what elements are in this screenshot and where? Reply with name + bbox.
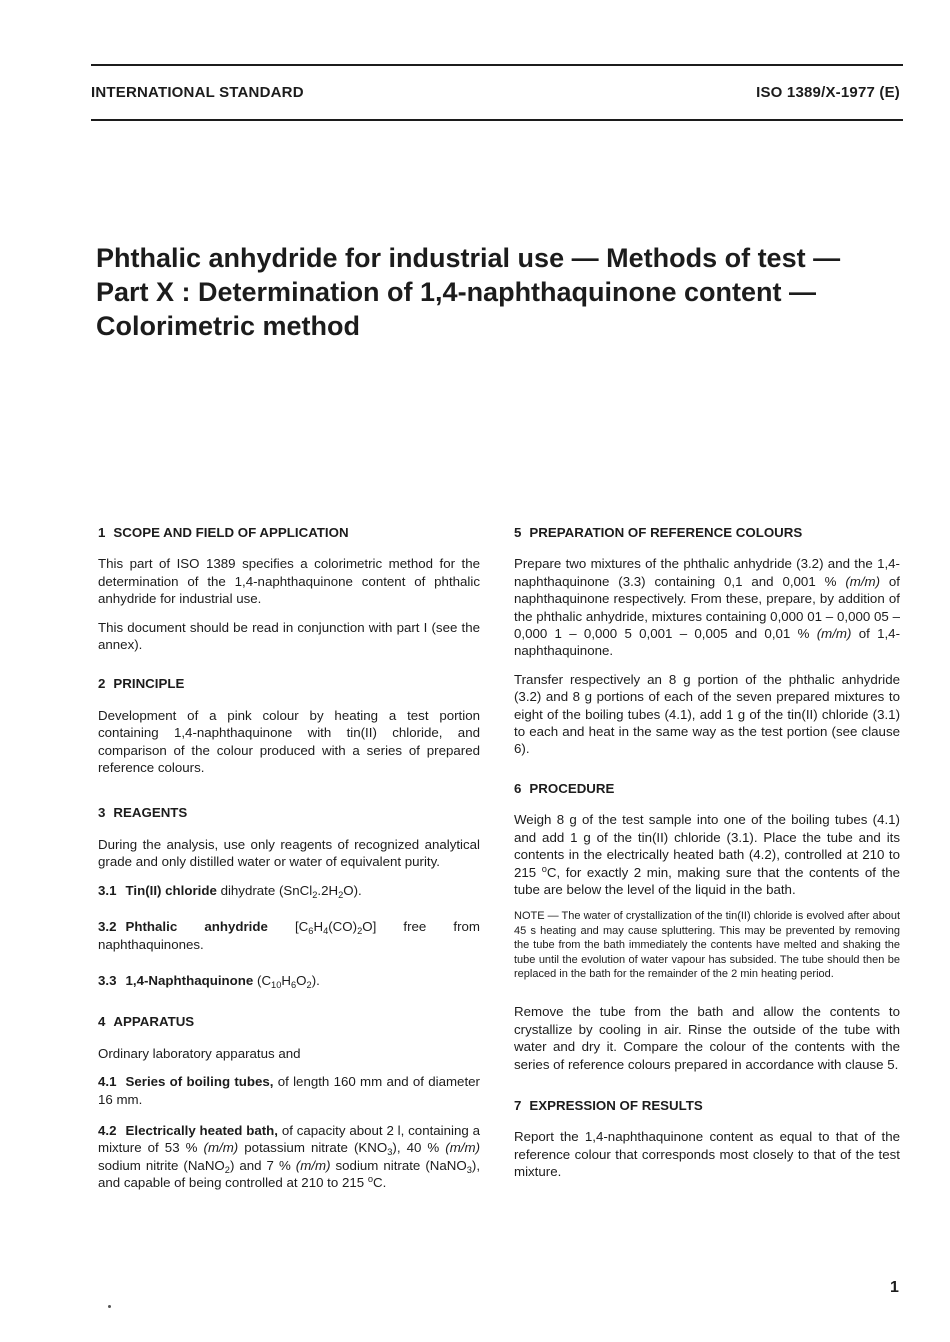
section-5-paragraph-2: Transfer respectively an 8 g portion of the phthalic anhydride (3.2) and 8 g portions of each of the seven prepared mixtures to eight of the boiling tubes (4.1), add 1 g of the tin(II) chloride (3.1) to each and heat in the same way as the test portion (see clause 6). [514,671,900,757]
page-number: 1 [890,1279,899,1296]
apparatus-4-1: 4.1 Series of boiling tubes, of length 160 mm and of diameter 16 mm. [98,1074,480,1107]
section-4-paragraph-1: Ordinary laboratory apparatus and [98,1045,301,1061]
section-1-heading: 1 SCOPE AND FIELD OF APPLICATION [98,525,349,540]
title-line-2: Part X : Determination of 1,4-naphthaquinone content — [96,277,817,307]
document-title [96,241,896,343]
reagent-3-3: 3.3 1,4-Naphthaquinone $(C_{10}H_6O_2)$. [98,972,320,990]
top-rule [91,64,903,66]
header-rule [91,119,903,121]
section-5-heading: 5 PREPARATION OF REFERENCE COLOURS [514,525,803,540]
section-6-heading: 6 PROCEDURE [514,780,615,796]
section-2-heading: 2 PRINCIPLE [98,676,185,692]
reagent-3-2: 3.2 Phthalic anhydride $[C_6H_4(CO)_2O]$ free from naphthaquinones. [98,919,480,952]
section-6-paragraph-1: Weigh 8 g of the test sample into one of the boiling tubes (4.1) and add 1 g of the tin(II) chloride (3.1). Place the tube and its contents in the electrically heated bath (4.2), controlled at 210 to 215 $^o$C, for exactly 2 min, making sure that the contents of the tube are below the level of the liquid in the bath. [514,812,900,897]
reagent-3-1: 3.1 Tin(II) chloride dihydrate $(SnCl_2.2H_2O)$. [98,882,362,900]
scan-speck [108,1305,111,1308]
section-4-heading: 4 APPARATUS [98,1014,195,1030]
section-1-paragraph-2: This document should be read in conjunction with part I (see the annex). [98,619,480,653]
section-7-heading: 7 EXPRESSION OF RESULTS [514,1097,703,1113]
section-2-paragraph-1: Development of a pink colour by heating a test portion containing 1,4-naphthaquinone with tin(II) chloride, and comparison of the colour produced with a series of prepared reference colours. [98,707,480,776]
left-column [98,524,480,1203]
header-standard-number: ISO 1389/X-1977 (E) [756,84,900,101]
header-standard-type: INTERNATIONAL STANDARD [91,84,304,101]
section-6-note: NOTE — The water of crystallization of the tin(II) chloride is evolved after about 45 s heating and may cause spluttering. This may be prevented by removing the tube from the bath immediately the contents have melted and shaking the tube until the evolution of water vapour has subsided. The tube should then be replaced in the bath for the remainder of the 2 min heating period. [514,910,900,980]
section-1-paragraph-1: This part of ISO 1389 specifies a colorimetric method for the determination of the 1,4-naphthaquinone content of phthalic anhydride for industrial use. [98,556,480,607]
right-column [514,524,900,1192]
title-line-3: Colorimetric method [96,311,361,341]
section-6-paragraph-2: Remove the tube from the bath and allow the contents to crystallize by cooling in air. Rinse the outside of the tube with water and dry it. Compare the colour of the contents with the series of reference colours prepared in accordance with clause 5. [514,1004,900,1072]
apparatus-4-2: 4.2 Electrically heated bath, of capacity about 2 l, containing a mixture of 53 % (m/m) potassium nitrate $(KNO_3)$, 40 % (m/m) sodium nitrite (NaNO$_2$) and 7 % (m/m) sodium nitrate (NaNO$_3$), and capable of being controlled at 210 to 215 $^o$C. [98,1122,481,1191]
section-3-heading: 3 REAGENTS [98,805,188,821]
section-7-paragraph-1: Report the 1,4-naphthaquinone content as equal to that of the reference colour that corresponds most closely to that of the test mixture. [514,1129,900,1180]
section-5-paragraph-1: Prepare two mixtures of the phthalic anhydride (3.2) and the 1,4-naphthaquinone (3.3) containing 0,1 and 0,001 % (m/m) of naphthaquinone respectively. From these, prepare, by addition of the phthalic anhydride, mixtures containing 0,000 01 – 0,000 05 – 0,000 1 – 0,000 5 0,001 – 0,005 and 0,01 % (m/m) of 1,4-naphthaquinone. [514,556,900,659]
section-3-paragraph-1: During the analysis, use only reagents of recognized analytical grade and only distilled water or water of equivalent purity. [98,836,480,870]
title-line-1: Phthalic anhydride for industrial use — Methods of test — [96,243,841,273]
